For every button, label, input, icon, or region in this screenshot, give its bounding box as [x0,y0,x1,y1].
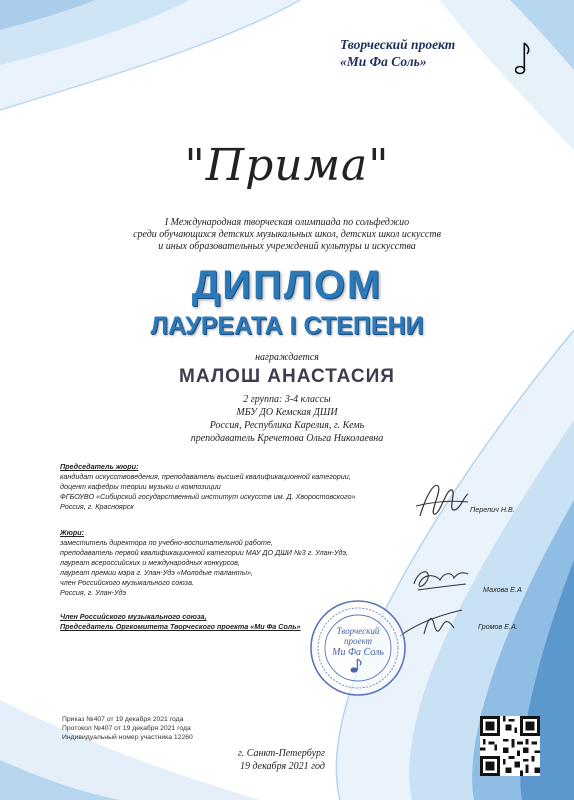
jury-line: лауреат премии мэра г. Улан-Удэ «Молодые таланты», [60,568,253,577]
chair-heading: Председатель жюри: [60,462,139,471]
detail-teacher: преподаватель Кречетова Ольга Николаевна [190,433,384,444]
seal-text-2: проект [343,636,373,646]
chair-signature [412,476,472,522]
chair-section [60,462,356,512]
jury-line: член Российского музыкального союза. [60,578,194,587]
olympiad-line-3: и иных образовательных учреждений культуры и искусства [158,241,416,252]
issue-place: г. Санкт-Петербург [238,748,325,759]
jury-line: заместитель директора по учебно-воспитательной работе, [60,538,273,547]
jury-section [60,528,348,598]
protocol-note: Протокол №407 от 19 декабря 2021 года [62,725,191,732]
project-line1: Творческий проект [340,37,456,52]
seal-text-3: Ми Фа Соль [332,647,384,658]
jury-line: лауреат всероссийских и международных конкурсов, [60,558,240,567]
org-line1: Член Российского музыкального союза, [60,612,207,621]
diploma-heading: ДИПЛОМ [191,263,383,307]
olympiad-line-2: среди обучающихся детских музыкальных школ, детских школ искусств [133,229,441,240]
competition-title: "Прима" [184,140,390,191]
order-note: Приказ №407 от 19 декабря 2021 года [62,716,184,723]
detail-school: МБУ ДО Кемская ДШИ [236,407,338,418]
seal-text-1: Творческий [336,626,380,636]
participant-number: Индивидуальный номер участника 12260 [62,734,193,741]
chair-line: кандидат искусствоведения, преподаватель высшей квалификационной категории, [60,472,351,481]
issue-date: 19 декабря 2021 год [240,761,325,772]
org-section [60,612,301,632]
jury-line: преподаватель первой квалификационной категории МАУ ДО ДШИ №3 г. Улан-Удэ, [60,548,349,557]
laureate-degree: ЛАУРЕАТА I СТЕПЕНИ [150,312,424,340]
detail-location: Россия, Республика Карелия, г. Кемь [209,420,365,431]
jury-heading: Жюри: [60,528,85,537]
project-line2: «Ми Фа Соль» [340,54,427,69]
chair-line: ФГБОУВО «Сибирский государственный институт искусств им. Д. Хворостовского» [60,492,356,501]
jury-line: Россия, г. Улан-Удэ [60,588,127,597]
chair-line: доцент кафедры теории музыки и композиции [60,482,221,491]
awarded-label: награждается [255,352,319,363]
chair-signer: Перепич Н.В. [470,505,515,514]
jury-signature [408,562,470,596]
olympiad-line-1: I Международная творческая олимпиада по сольфеджио [164,217,410,228]
chair-line: Россия, г. Красноярск [60,502,134,511]
org-line2: Председатель Оргкомитета Творческого проекта «Ми Фа Соль» [60,622,301,631]
detail-group: 2 группа: 3-4 классы [243,394,331,405]
jury-signer: Махова Е.А [483,585,522,594]
project-seal-stamp [308,598,408,698]
project-name [340,36,455,70]
organizer-signer: Громов Е.А. [478,622,518,631]
recipient-name: МАЛОШ АНАСТАСИЯ [179,366,395,387]
music-note-icon [515,40,531,76]
qr-code[interactable] [480,716,540,776]
